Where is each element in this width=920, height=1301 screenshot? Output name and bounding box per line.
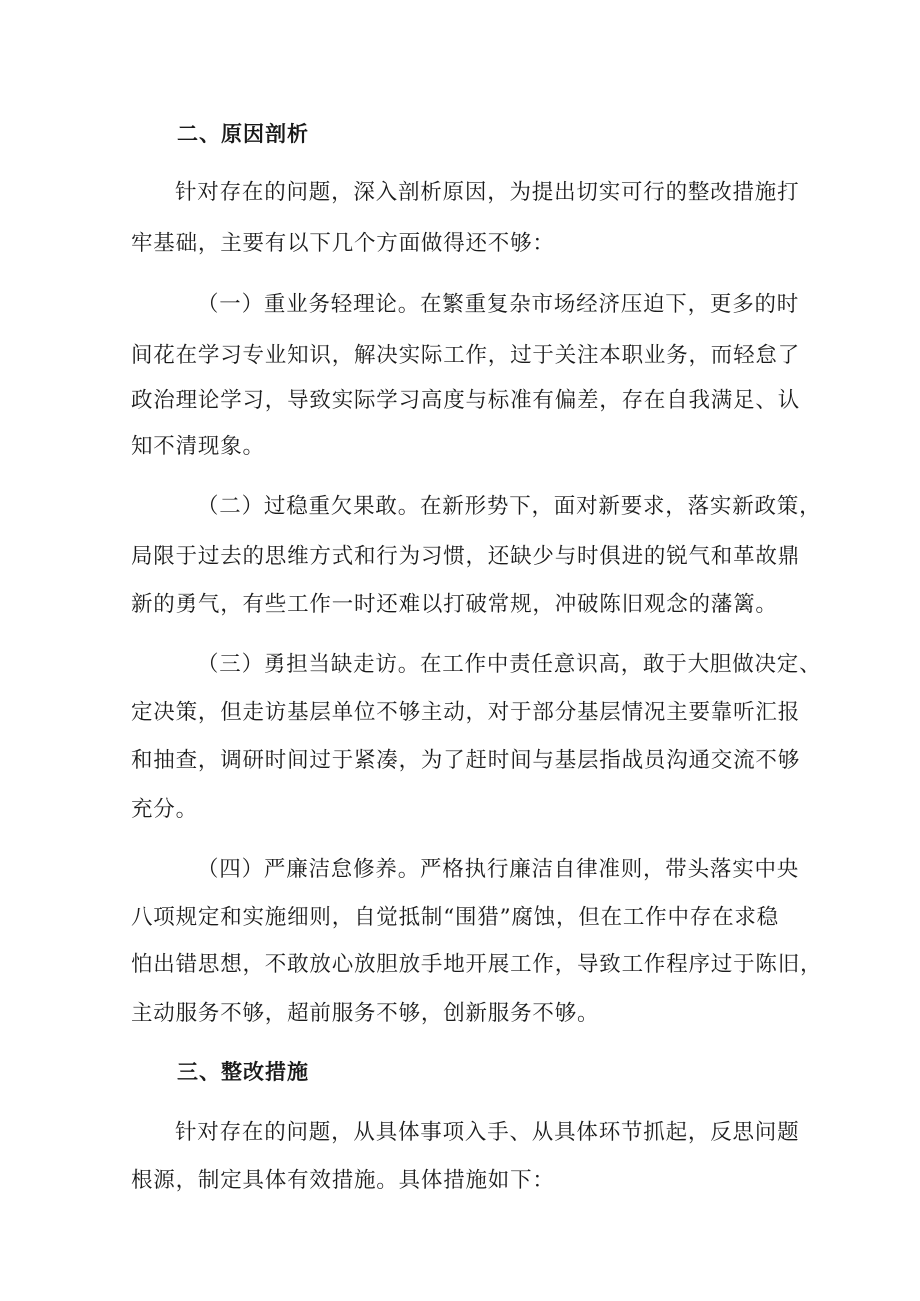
- paragraph-line: 和抽查，调研时间过于紧凑，为了赶时间与基层指战员沟通交流不够: [131, 748, 801, 773]
- paragraph-line: 主动服务不够，超前服务不够，创新服务不够。: [131, 1001, 600, 1026]
- paragraph-line: （四）严廉洁怠修养。严格执行廉洁自律准则，带头落实中央: [197, 857, 800, 882]
- paragraph-line: 牢基础，主要有以下几个方面做得还不够：: [131, 231, 555, 256]
- paragraph-line: 针对存在的问题，深入剖析原因，为提出切实可行的整改措施打: [175, 180, 800, 205]
- paragraph-line: 知不清现象。: [131, 434, 265, 459]
- paragraph-line: 局限于过去的思维方式和行为习惯，还缺少与时俱进的锐气和革故鼎: [131, 544, 801, 569]
- paragraph-line: 八项规定和实施细则，自觉抵制“围猎”腐蚀，但在工作中存在求稳: [131, 905, 779, 930]
- section-heading-rectification-measures: 三、整改措施: [177, 1059, 309, 1084]
- paragraph-line: （一）重业务轻理论。在繁重复杂市场经济压迫下，更多的时: [197, 292, 800, 317]
- paragraph-line: 间花在学习专业知识，解决实际工作，过于关注本职业务，而轻怠了: [131, 343, 801, 368]
- paragraph-line: 根源，制定具体有效措施。具体措施如下：: [131, 1168, 555, 1193]
- paragraph-line: 定决策，但走访基层单位不够主动，对于部分基层情况主要靠听汇报: [131, 700, 801, 725]
- paragraph-line: （二）过稳重欠果敢。在新形势下，面对新要求，落实新政策，: [197, 494, 822, 519]
- paragraph-line: 针对存在的问题，从具体事项入手、从具体环节抓起，反思问题: [175, 1120, 800, 1145]
- paragraph-line: 充分。: [131, 797, 198, 822]
- paragraph-line: （三）勇担当缺走访。在工作中责任意识高，敢于大胆做决定、: [197, 652, 822, 677]
- paragraph-line: 新的勇气，有些工作一时还难以打破常规，冲破陈旧观念的藩篱。: [131, 592, 778, 617]
- paragraph-line: 怕出错思想，不敢放心放胆放手地开展工作，导致工作程序过于陈旧，: [131, 952, 823, 977]
- paragraph-line: 政治理论学习，导致实际学习高度与标准有偏差，存在自我满足、认: [131, 388, 801, 413]
- section-heading-cause-analysis: 二、原因剖析: [177, 121, 309, 146]
